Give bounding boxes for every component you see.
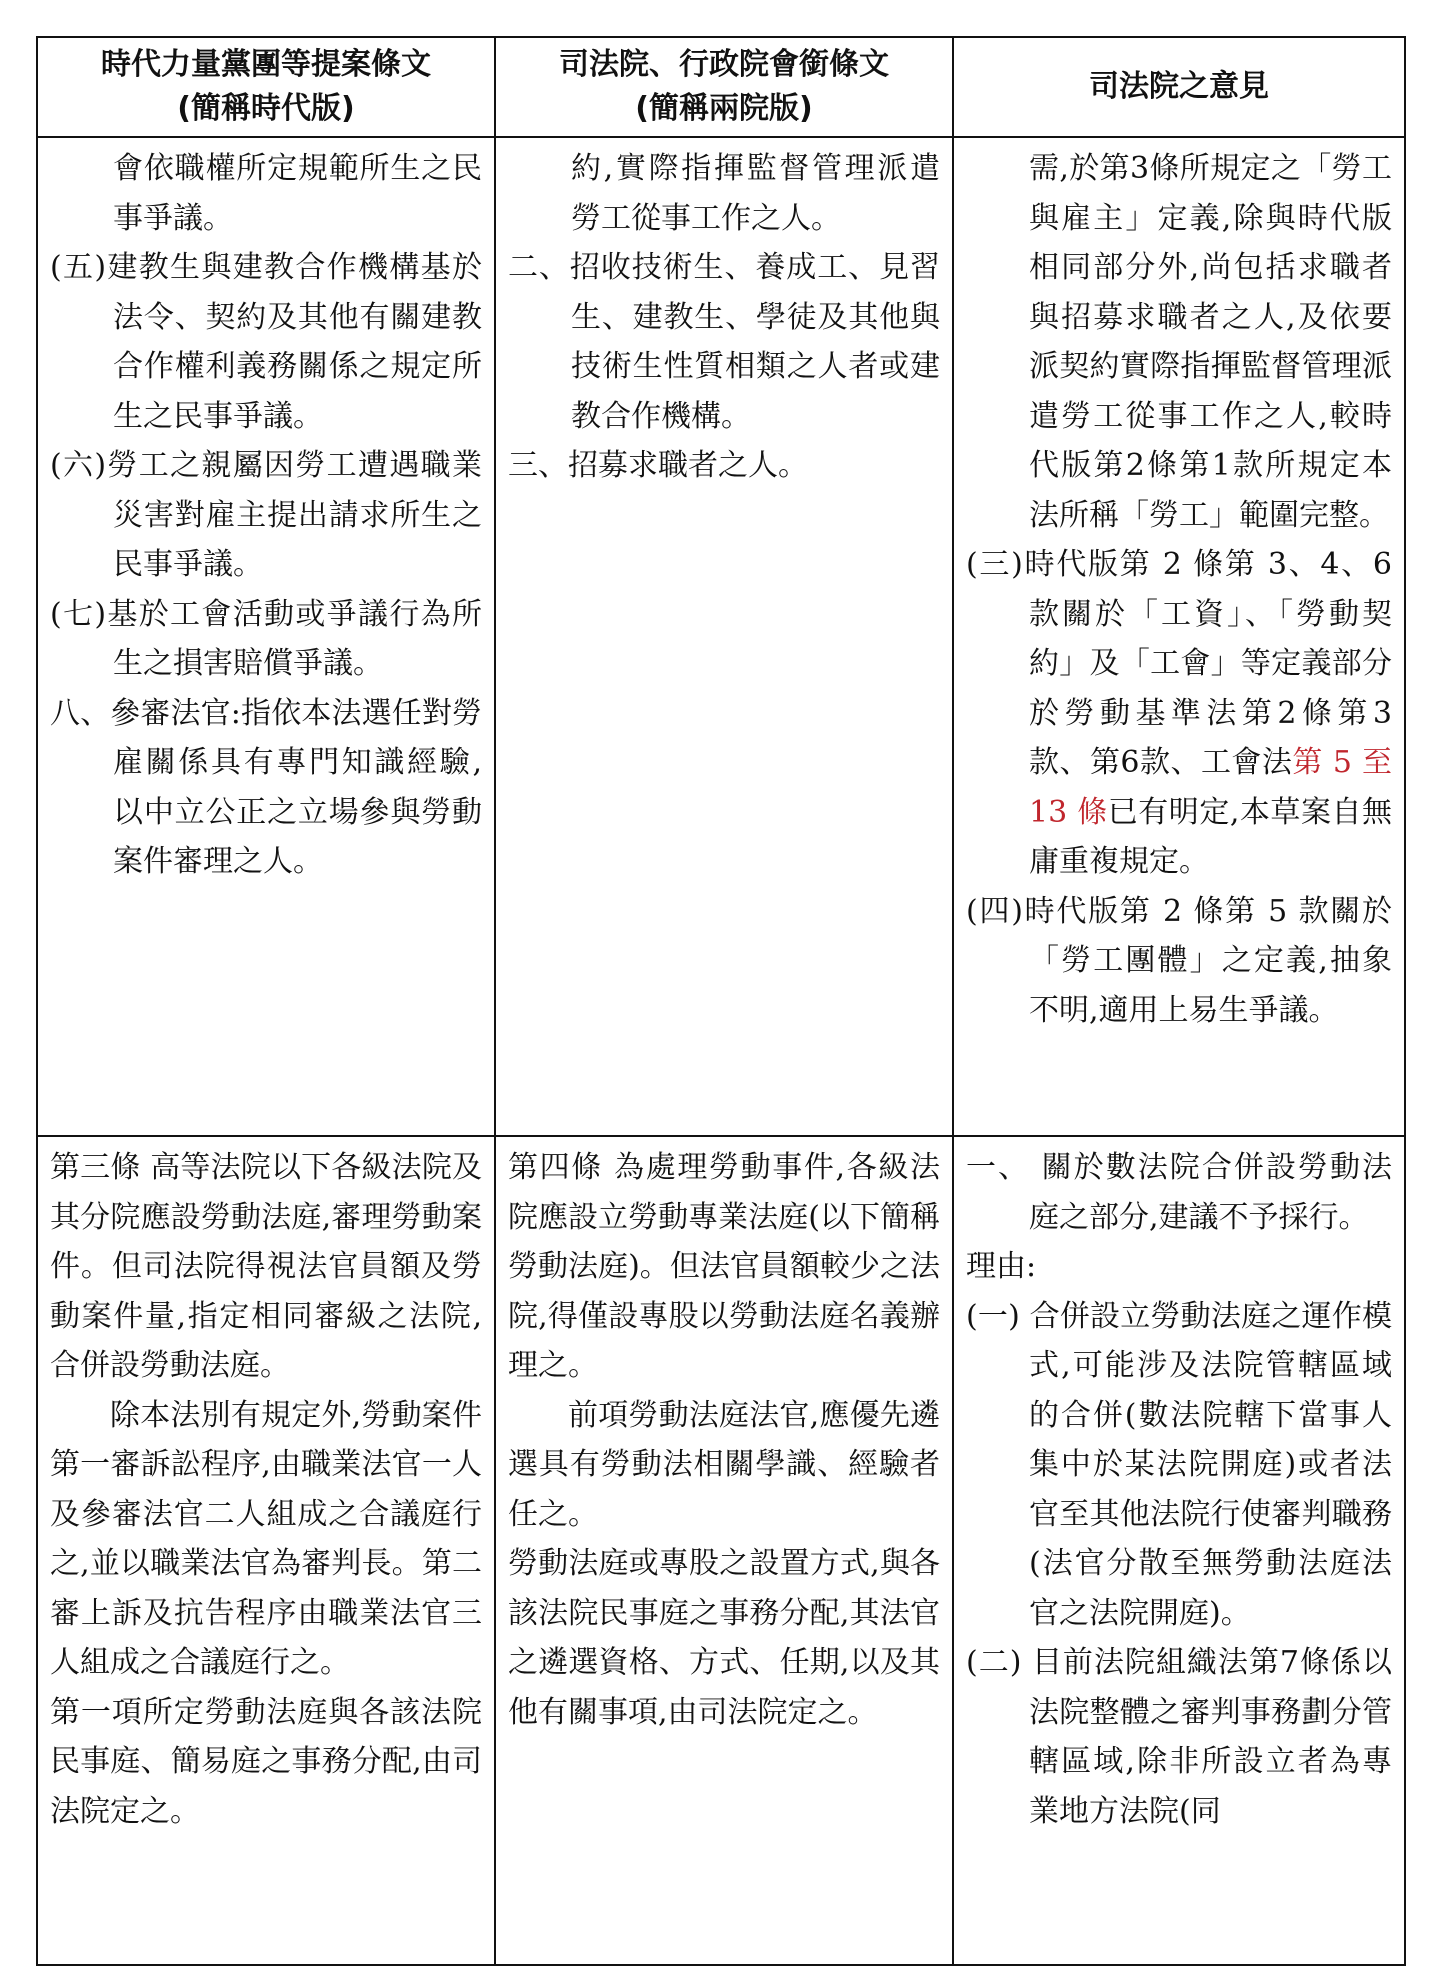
row2-col1-cell [37, 1136, 495, 1965]
article-paragraph: 第三條 高等法院以下各級法院及其分院應設勞動法庭,審理勞動案件。但司法院得視法官員額及勞動案件量,指定相同審級之法院,合併設勞動法庭。 [50, 1150, 482, 1383]
paragraph: 需,於第3條所規定之「勞工與雇主」定義,除與時代版相同部分外,尚包括求職者與招募求職者之人,及依要派契約實際指揮監督管理派遣勞工從事工作之人,較時代版第2條第1款所規定本法所稱「勞工」範圍完整。 [1029, 151, 1392, 533]
highlighted-text: 第 5 至 13 條 [1029, 745, 1392, 830]
header-subtitle: (簡稱時代版) [177, 91, 355, 126]
row1-col3-cell [953, 137, 1405, 1136]
list-item: (五)建教生與建教合作機構基於法令、契約及其他有關建教合作權利義務關係之規定所生之民事爭議。 [50, 250, 482, 434]
paragraph: 會依職權所定規範所生之民事爭議。 [113, 151, 482, 236]
list-item: (四)時代版第 2 條第 5 款關於「勞工團體」之定義,抽象不明,適用上易生爭議。 [966, 893, 1392, 1028]
header-subtitle: (簡稱兩院版) [635, 91, 813, 126]
document-page [36, 36, 1404, 1946]
list-item: (二) 目前法院組織法第7條係以法院整體之審判事務劃分管轄區域,除非所設立者為專業地方法院(同 [966, 1645, 1392, 1829]
paragraph: 除本法別有規定外,勞動案件第一審訴訟程序,由職業法官一人及參審法官二人組成之合議庭行之,並以職業法官為審判長。第二審上訴及抗告程序由職業法官三人組成之合議庭行之。 [50, 1397, 482, 1680]
paragraph: 約,實際指揮監督管理派遣勞工從事工作之人。 [571, 151, 940, 236]
list-item [966, 540, 1392, 887]
header-cell-shidai [37, 37, 495, 137]
paragraph: 勞動法庭或專股之設置方式,與各該法院民事庭之事務分配,其法官之遴選資格、方式、任期,以及其他有關事項,由司法院定之。 [508, 1546, 940, 1730]
header-cell-liangyuan [495, 37, 953, 137]
row1-col1-cell [37, 137, 495, 1136]
paragraph: 第一項所定勞動法庭與各該法院民事庭、簡易庭之事務分配,由司法院定之。 [50, 1694, 482, 1829]
article-paragraph: 第四條 為處理勞動事件,各級法院應設立勞動專業法庭(以下簡稱勞動法庭)。但法官員額較少之法院,得僅設專股以勞動法庭名義辦理之。 [508, 1150, 940, 1383]
list-item: 八、參審法官:指依本法選任對勞雇關係具有專門知識經驗,以中立公正之立場參與勞動案件審理之人。 [50, 695, 482, 879]
header-title: 司法院、行政院會銜條文 [559, 47, 889, 82]
list-item: 一、 關於數法院合併設勞動法庭之部分,建議不予採行。 [966, 1150, 1392, 1235]
paragraph: 理由: [966, 1249, 1037, 1284]
text-segment: 已有明定,本草案自無庸重複規定。 [1029, 794, 1392, 879]
comparison-table [36, 36, 1406, 1966]
row2-col3-cell [953, 1136, 1405, 1965]
header-cell-opinion [953, 37, 1405, 137]
table-row [37, 137, 1405, 1136]
text-segment: (三)時代版第 2 條第 3、4、6 款關於「工資」、「勞動契約」及「工會」等定義部分於勞動基準法第2條第3款、第6款、工會法 [966, 547, 1392, 780]
header-title: 時代力量黨團等提案條文 [101, 47, 431, 82]
list-item: (一) 合併設立勞動法庭之運作模式,可能涉及法院管轄區域的合併(數法院轄下當事人集中於某法院開庭)或者法官至其他法院行使審判職務(法官分散至無勞動法庭法官之法院開庭)。 [966, 1298, 1392, 1631]
row1-col2-cell [495, 137, 953, 1136]
row2-col2-cell [495, 1136, 953, 1965]
list-item: 三、招募求職者之人。 [508, 448, 808, 483]
list-item: (六)勞工之親屬因勞工遭遇職業災害對雇主提出請求所生之民事爭議。 [50, 448, 482, 582]
header-title: 司法院之意見 [1089, 69, 1269, 104]
list-item: 二、招收技術生、養成工、見習生、建教生、學徒及其他與技術生性質相類之人者或建教合作機構。 [508, 250, 940, 434]
table-header-row [37, 37, 1405, 137]
paragraph: 前項勞動法庭法官,應優先遴選具有勞動法相關學識、經驗者任之。 [508, 1397, 940, 1532]
list-item: (七)基於工會活動或爭議行為所生之損害賠償爭議。 [50, 596, 482, 681]
table-row [37, 1136, 1405, 1965]
